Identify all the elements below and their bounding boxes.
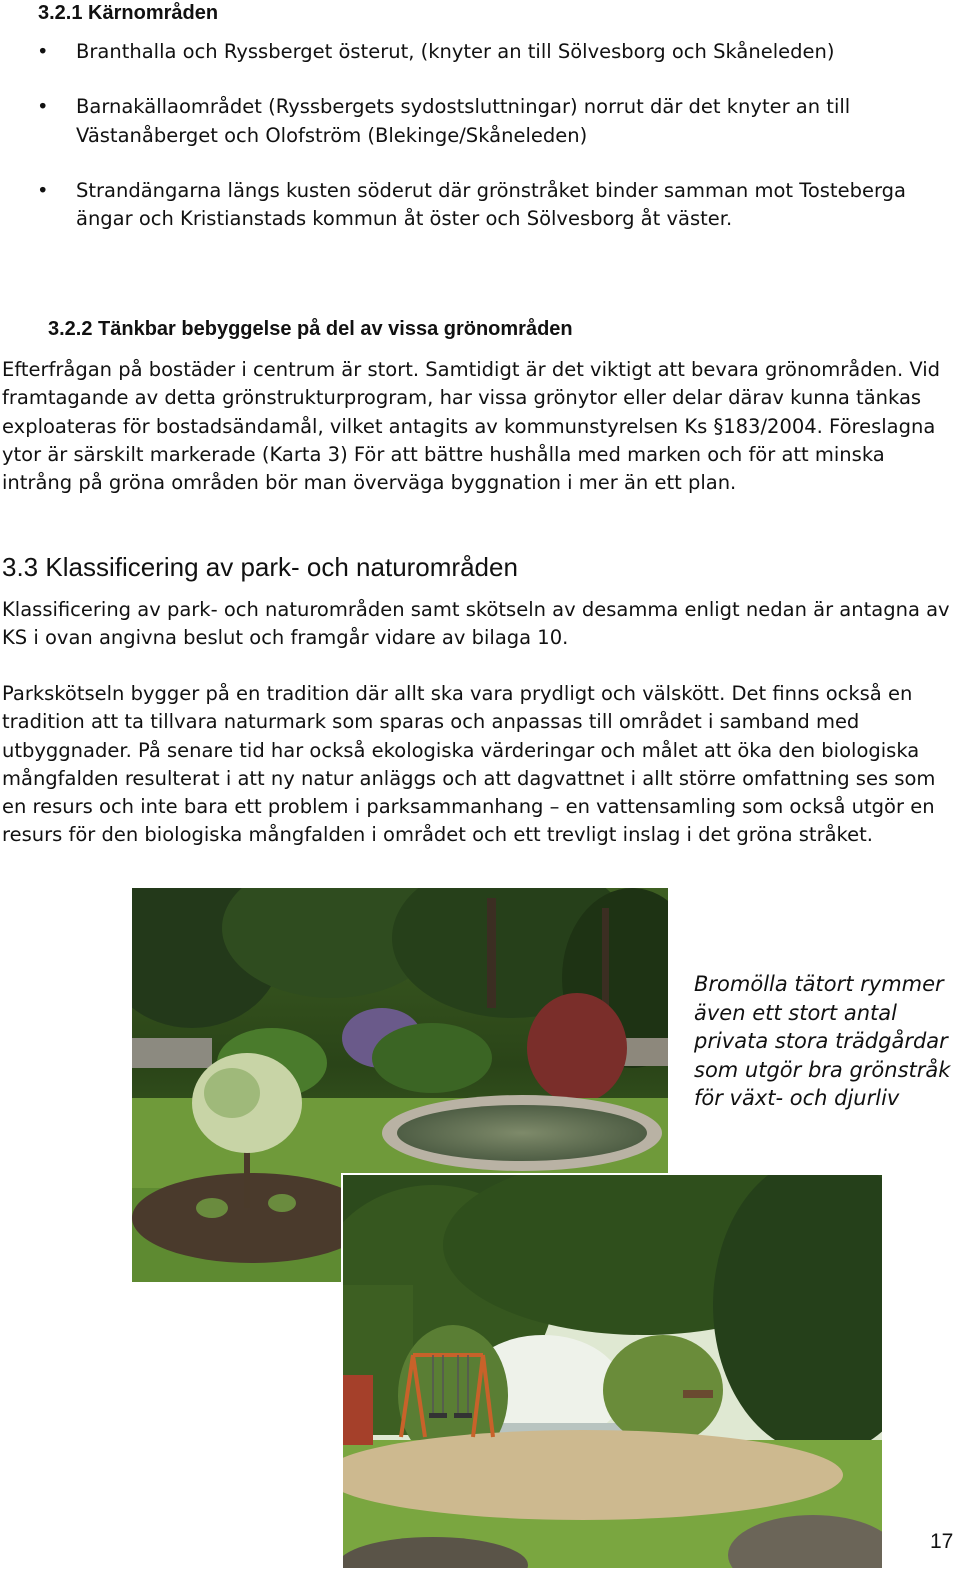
list-item [0,38,950,66]
development-paragraph: Efterfrågan på bostäder i centrum är stort. Samtidigt är det viktigt att bevara grönområden. Vid framtagande av detta grönstrukturprogram, har vissa grönytor eller delar därav kunna tänkas exploateras för bostadsändamål, vilket antagits av kommunstyrelsen Ks §183/2004. Föreslagna ytor är särskilt markerade (Karta 3) För att bättre hushålla med marken och för att minska intrång på gröna områden bör man överväga byggnation i mer än ett plan. [2,358,941,495]
classification-paragraph: Klassificering av park- och naturområden samt skötseln av desamma enligt nedan är antagna av KS i ovan angivna beslut och framgår vidare av bilaga 10. [2,598,950,650]
list-item-text: Strandängarna längs kusten söderut där grönstråket binder samman mot Tosteberga ängar och Kristianstads kommun åt öster och Sölvesborg åt väster. [76,178,906,231]
section-heading-3-2-2: 3.2.2 Tänkbar bebyggelse på del av vissa grönområden [48,318,573,340]
bullet-icon: • [37,95,49,119]
playground-illustration [343,1175,882,1568]
playground-photo [341,1173,882,1568]
list-item-text: Branthalla och Ryssberget österut, (knyter an till Sölvesborg och Skåneleden) [76,40,835,63]
list-item [0,93,950,150]
bullet-icon: • [37,40,49,63]
section-heading-3-2-1: 3.2.1 Kärnområden [38,2,219,24]
list-item [0,177,950,234]
page-number: 17 [930,1530,954,1553]
photo-caption: Bromölla tätort rymmer även ett stort antal privata stora trädgårdar som utgör bra grönstråk för växt- och djurliv [694,972,951,1110]
bullet-icon: • [37,178,49,202]
core-areas-list [0,38,950,260]
list-item-text: Barnakällaområdet (Ryssbergets sydostsluttningar) norrut där det knyter an till Västanåberget och Olofström (Blekinge/Skåneleden) [76,95,851,147]
park-maintenance-paragraph: Parkskötseln bygger på en tradition där allt ska vara prydligt och välskött. Det finns också en tradition att ta tillvara naturmark som sparas och anpassas till området i samband med utbyggnader. På senare tid har också ekologiska värderingar och målet att öka den biologiska mångfalden resulterat i att ny natur anläggs och att dagvattnet i allt större omfattning ses som en resurs och inte bara ett problem i parksammanhang – en vattensamling som också utgör en resurs för den biologiska mångfalden i området och ett trevligt inslag i det gröna stråket. [2,682,936,847]
section-heading-3-3: 3.3 Klassificering av park- och naturområden [2,552,518,582]
